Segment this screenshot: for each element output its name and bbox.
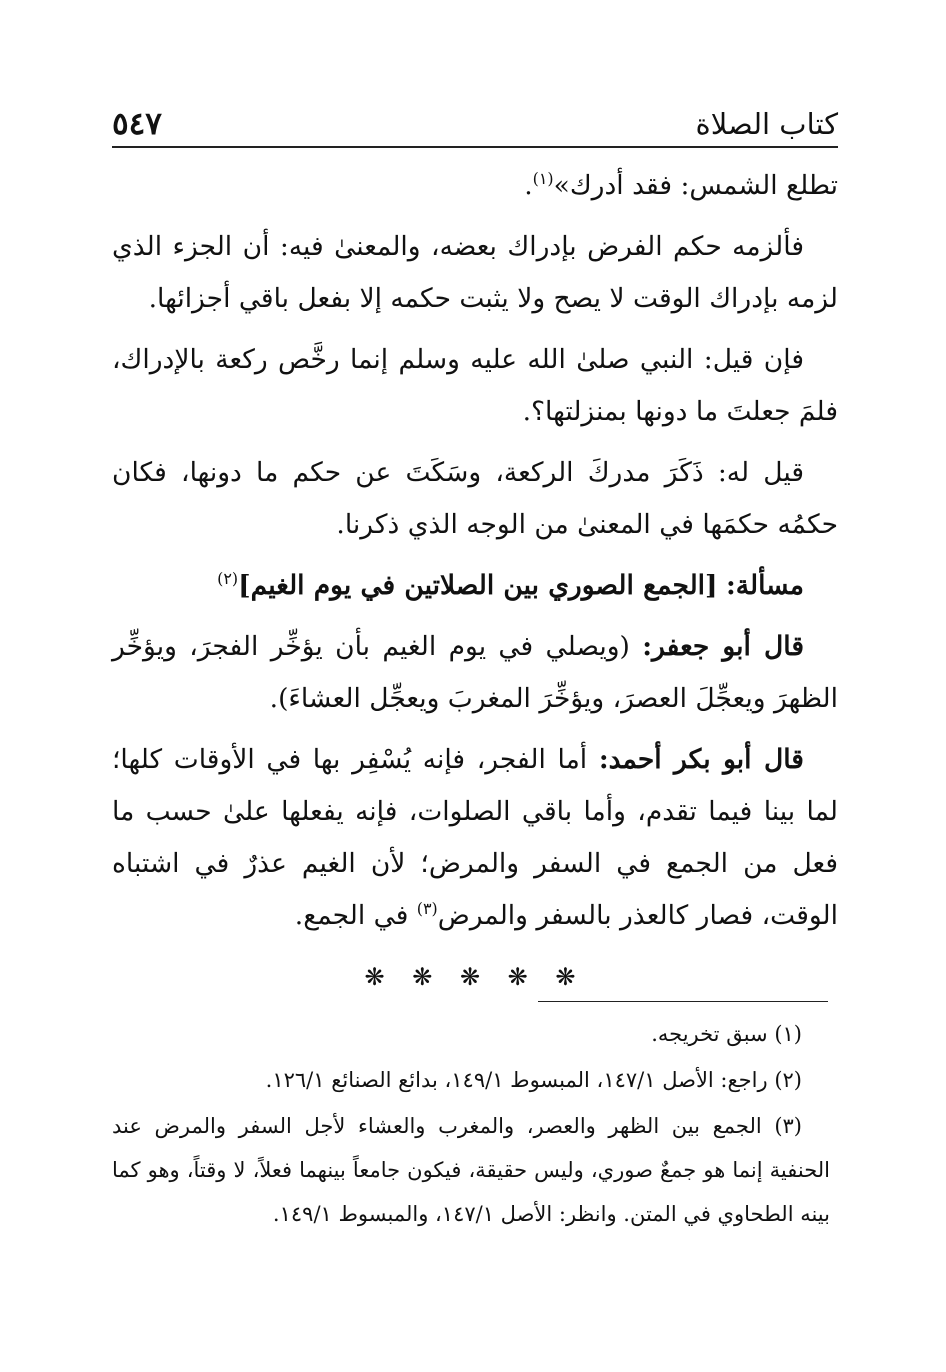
abu-bakr-label: قال أبو بكر أحمد: [598, 744, 804, 775]
masala-title: [الجمع الصوري بين الصلاتين في يوم الغيم] [238, 570, 718, 601]
footnote-ref-1: (١) [532, 169, 554, 189]
abu-bakr-paragraph: قال أبو بكر أحمد: أما الفجر، فإنه يُسْفِر بها في الأوقات كلها؛ لما بينا فيما تقدم، وأما باقي الصلوات، فإنه يفعلها علىٰ حسب ما فعل من الجمع في السفر والمرض؛ لأن الغيم عذرٌ في اشتباه الوقت، فصار كالعذر بالسفر والمرض$^{(٣)}$ في الجمع. [112, 744, 838, 931]
abu-jafar-paragraph: قال أبو جعفر: (ويصلي في يوم الغيم بأن يؤخِّر الفجرَ، ويؤخِّر الظهرَ ويعجِّلَ العصرَ، ويؤخِّرَ المغربَ ويعجِّل العشاءَ). [112, 631, 838, 714]
section-separator: ❋ ❋ ❋ ❋ ❋ [364, 963, 586, 991]
main-text [112, 160, 838, 1003]
footnote-ref-2: (٢) [217, 569, 239, 589]
page-header [112, 98, 838, 144]
masala-label: مسألة: [726, 570, 804, 601]
paragraph-1: تطلع الشمس: فقد أدرك»$^{(١)}$. [524, 169, 838, 201]
footnote-2: (٢) راجع: الأصل ١٤٧/١، المبسوط ١٤٩/١، بدائع الصنائع ١٢٦/١. [265, 1068, 802, 1092]
chapter-title: كتاب الصلاة [695, 107, 838, 141]
page-number: ٥٤٧ [112, 106, 162, 142]
footnote-1: (١) سبق تخريجه. [651, 1022, 802, 1046]
paragraph-2: فألزمه حكم الفرض بإدراك بعضه، والمعنىٰ فيه: أن الجزء الذي لزمه بإدراك الوقت لا يصح ولا يثبت حكمه إلا بفعل باقي أجزائها. [112, 231, 838, 314]
abu-jafar-label: قال أبو جعفر: [642, 631, 804, 662]
masala-heading [112, 560, 838, 612]
paragraph-3: فإن قيل: النبي صلىٰ الله عليه وسلم إنما رخَّص ركعة بالإدراك، فلمَ جعلتَ ما دونها بمنزلتها؟. [112, 344, 838, 427]
footnote-ref-3: (٣) [416, 899, 438, 919]
paragraph-4: قيل له: ذَكَرَ مدركَ الركعة، وسَكَتَ عن حكم ما دونها، فكان حكمُه حكمَها في المعنىٰ من الوجه الذي ذكرنا. [112, 457, 838, 540]
header-divider [112, 146, 838, 148]
footnote-divider [538, 1001, 828, 1002]
footnotes [112, 1012, 830, 1238]
footnote-3: (٣) الجمع بين الظهر والعصر، والمغرب والعشاء لأجل السفر والمرض عند الحنفية إنما هو جمعٌ صوري، وليس حقيقة، فيكون جامعاً بينهما فعلاً، لا وقتاً، وهو كما بينه الطحاوي في المتن. وانظر: الأصل ١٤٧/١، والمبسوط ١٤٩/١. [112, 1114, 830, 1226]
